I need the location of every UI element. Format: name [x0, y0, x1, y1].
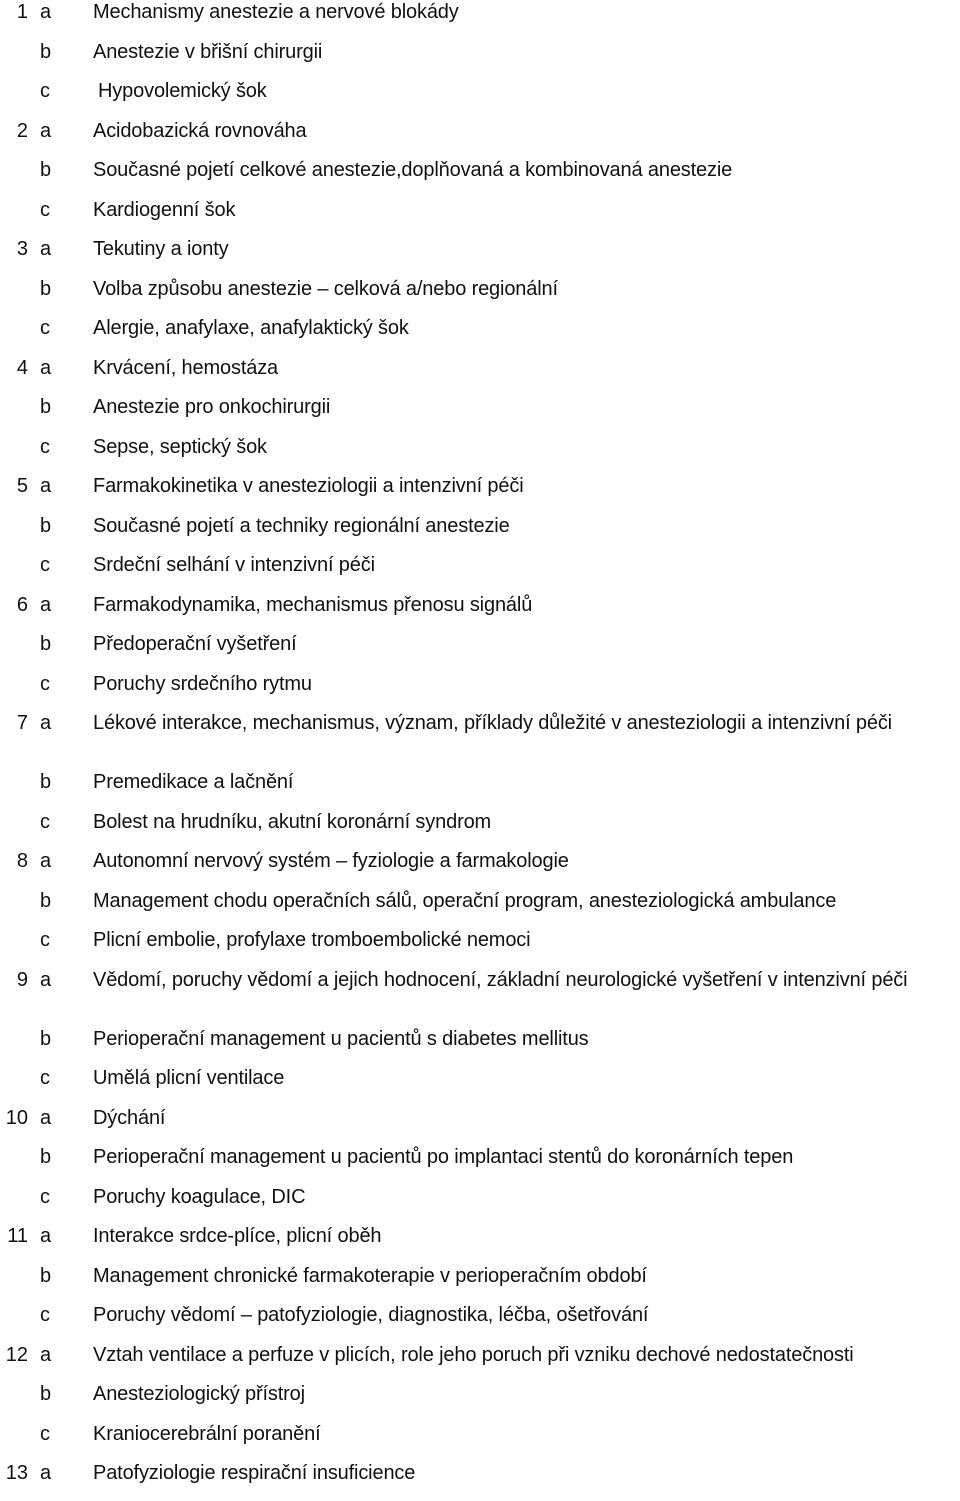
question-letter: b: [40, 159, 52, 181]
topic-number: 13: [5, 1462, 28, 1484]
question-text: Plicní embolie, profylaxe tromboembolické nemoci: [93, 929, 531, 951]
question-letter: a: [40, 968, 52, 991]
question-letter: c: [40, 1067, 50, 1089]
list-item: [0, 237, 960, 277]
question-text: Kardiogenní šok: [93, 198, 236, 221]
question-letter: b: [40, 1146, 52, 1168]
question-letter: c: [40, 1304, 50, 1326]
list-item: [0, 632, 960, 672]
question-text: Vědomí, poruchy vědomí a jejich hodnocení, základní neurologické vyšetření v intenzivní péči: [93, 968, 908, 991]
topic-number: 3: [16, 238, 28, 260]
question-letter: c: [40, 810, 50, 833]
question-text: Kraniocerebrální poranění: [93, 1422, 321, 1445]
question-letter: a: [40, 1, 52, 23]
question-letter: a: [40, 1106, 52, 1129]
question-letter: a: [40, 850, 52, 872]
list-item: [0, 158, 960, 198]
question-text: Management chronické farmakoterapie v perioperačním období: [93, 1264, 647, 1287]
list-item: [0, 593, 960, 633]
question-text: Perioperační management u pacientů s diabetes mellitus: [93, 1027, 589, 1050]
question-letter: c: [40, 1422, 50, 1445]
list-item: [0, 1106, 960, 1146]
question-text: Poruchy vědomí – patofyziologie, diagnostika, léčba, ošetřování: [93, 1304, 649, 1326]
question-letter: c: [40, 198, 50, 221]
question-text: Dýchání: [93, 1106, 166, 1129]
question-text: Předoperační vyšetření: [93, 633, 297, 655]
topic-number: 6: [16, 593, 28, 616]
question-text: Farmakodynamika, mechanismus přenosu signálů: [93, 593, 533, 616]
question-text: Bolest na hrudníku, akutní koronární syndrom: [93, 810, 492, 833]
question-text: Anestezie v břišní chirurgii: [93, 40, 323, 63]
question-letter: b: [40, 396, 52, 418]
list-item: [0, 889, 960, 929]
list-item: [0, 198, 960, 238]
topic-number: 8: [16, 850, 28, 872]
question-text: Sepse, septický šok: [93, 435, 267, 458]
question-letter: b: [40, 633, 52, 655]
list-item: [0, 277, 960, 317]
list-item: [0, 119, 960, 159]
question-text: Management chodu operačních sálů, operační program, anesteziologická ambulance: [93, 889, 837, 912]
question-letter: b: [40, 1264, 52, 1287]
question-letter: a: [40, 1225, 52, 1247]
list-item: [0, 849, 960, 889]
topic-number: 4: [16, 356, 28, 379]
question-letter: a: [40, 119, 52, 142]
question-letter: a: [40, 1343, 52, 1366]
question-text: Alergie, anafylaxe, anafylaktický šok: [93, 317, 409, 339]
question-text: Perioperační management u pacientů po implantaci stentů do koronárních tepen: [93, 1146, 794, 1168]
list-item: [0, 1343, 960, 1383]
list-item: [0, 0, 960, 40]
list-item: [0, 810, 960, 850]
topic-number: 12: [5, 1343, 28, 1366]
question-letter: c: [40, 672, 50, 695]
question-text: Současné pojetí celkové anestezie,doplňovaná a kombinovaná anestezie: [93, 159, 733, 181]
question-letter: b: [40, 277, 52, 300]
list-item: [0, 435, 960, 475]
question-text: Farmakokinetika v anesteziologii a intenzivní péči: [93, 475, 524, 497]
list-item: [0, 1027, 960, 1067]
list-item: [0, 672, 960, 712]
list-item: [0, 1422, 960, 1462]
question-letter: a: [40, 356, 52, 379]
list-item: [0, 928, 960, 968]
list-item: [0, 395, 960, 435]
list-item: [0, 1224, 960, 1264]
list-item: [0, 1185, 960, 1225]
question-letter: b: [40, 1027, 52, 1050]
question-letter: c: [40, 1185, 50, 1208]
question-letter: b: [40, 40, 52, 63]
question-text: Mechanismy anestezie a nervové blokády: [93, 1, 459, 23]
list-item: [0, 711, 960, 770]
list-item: [0, 356, 960, 396]
list-item: [0, 1461, 960, 1501]
topic-number: 11: [7, 1225, 28, 1247]
question-text: Současné pojetí a techniky regionální anestezie: [93, 514, 510, 537]
topic-number: 5: [16, 475, 28, 497]
question-text: Poruchy srdečního rytmu: [93, 672, 312, 695]
question-text: Patofyziologie respirační insuficience: [93, 1462, 416, 1484]
question-letter: a: [40, 238, 52, 260]
list-item: [0, 1066, 960, 1106]
question-letter: b: [40, 889, 52, 912]
question-text: Tekutiny a ionty: [93, 238, 229, 260]
question-text: Anesteziologický přístroj: [93, 1383, 305, 1405]
topic-number: 2: [16, 119, 28, 142]
list-item: [0, 968, 960, 1027]
question-text: Krvácení, hemostáza: [93, 356, 279, 379]
list-item: [0, 40, 960, 80]
question-letter: a: [40, 593, 52, 616]
list-item: [0, 79, 960, 119]
topic-number: 10: [5, 1106, 28, 1129]
question-letter: c: [40, 317, 50, 339]
list-item: [0, 474, 960, 514]
list-item: [0, 1264, 960, 1304]
question-text: Autonomní nervový systém – fyziologie a farmakologie: [93, 850, 569, 872]
question-letter: c: [40, 435, 50, 458]
list-item: [0, 770, 960, 810]
topic-number: 1: [16, 1, 28, 23]
question-text: Lékové interakce, mechanismus, význam, příklady důležité v anesteziologii a intenzivní péči: [93, 712, 892, 734]
question-text: Acidobazická rovnováha: [93, 119, 307, 142]
question-letter: c: [40, 80, 50, 102]
question-text: Anestezie pro onkochirurgii: [93, 396, 331, 418]
question-letter: a: [40, 1462, 52, 1484]
topic-number: 9: [16, 968, 28, 991]
topic-number: 7: [16, 712, 28, 734]
list-item: [0, 316, 960, 356]
list-item: [0, 1382, 960, 1422]
question-letter: c: [40, 929, 50, 951]
list-item: [0, 1303, 960, 1343]
question-letter: c: [40, 554, 50, 576]
list-item: [0, 514, 960, 554]
question-text: Hypovolemický šok: [98, 80, 267, 102]
list-item: [0, 553, 960, 593]
question-text: Premedikace a lačnění: [93, 771, 294, 793]
question-letter: a: [40, 475, 52, 497]
list-item: [0, 1145, 960, 1185]
question-text: Poruchy koagulace, DIC: [93, 1185, 306, 1208]
question-text: Srdeční selhání v intenzivní péči: [93, 554, 375, 576]
question-letter: a: [40, 712, 52, 734]
question-text: Vztah ventilace a perfuze v plicích, role jeho poruch při vzniku dechové nedostatečnosti: [93, 1343, 854, 1366]
question-text: Interakce srdce-plíce, plicní oběh: [93, 1225, 382, 1247]
question-letter: b: [40, 1383, 52, 1405]
question-text: Volba způsobu anestezie – celková a/nebo regionální: [93, 277, 558, 300]
question-letter: b: [40, 771, 52, 793]
question-text: Umělá plicní ventilace: [93, 1067, 285, 1089]
question-letter: b: [40, 514, 52, 537]
